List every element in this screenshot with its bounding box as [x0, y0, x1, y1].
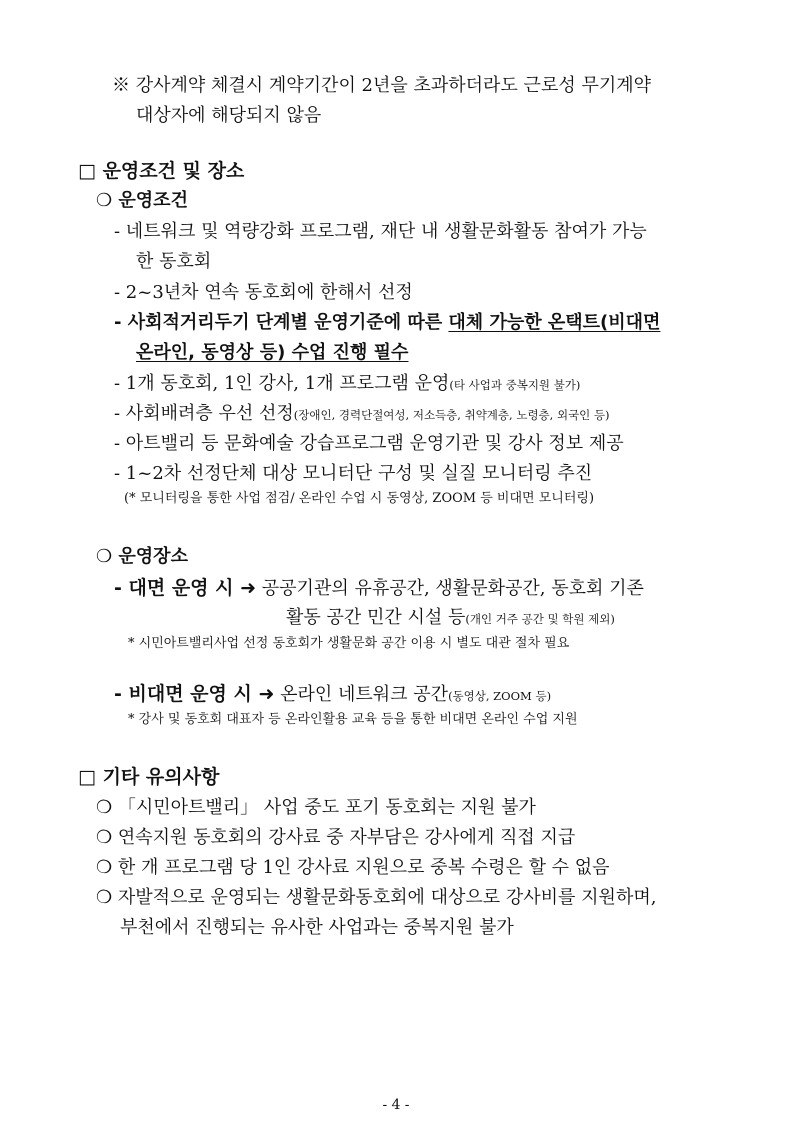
contract-note-text: 강사계약 체결시 계약기간이 2년을 초과하더라도 근로성 무기계약 [135, 75, 651, 96]
condition-item-7: - 1~2차 선정단체 대상 모니터단 구성 및 실질 모니터링 추진 [114, 463, 593, 484]
contract-note-line2: 대상자에 해당되지 않음 [136, 105, 322, 126]
subheading-conditions: ❍ 운영조건 [96, 190, 188, 211]
venue-offline-note: * 시민아트밸리사업 선정 동호회가 생활문화 공간 이용 시 별도 대관 절차 필요 [128, 636, 570, 651]
venue-offline-text-2: 활동 공간 민간 시설 등 [286, 607, 466, 628]
venue-online-small: (동영상, ZOOM 등) [448, 689, 552, 703]
venue-offline-line2 [286, 606, 615, 631]
condition-item-5 [114, 402, 610, 427]
venue-online-text: 온라인 네트워크 공간 [280, 684, 449, 705]
condition-item-4-text: - 1개 동호회, 1인 강사, 1개 프로그램 운영 [114, 373, 450, 394]
other-item-3: ❍ 한 개 프로그램 당 1인 강사료 지원으로 중복 수령은 할 수 없음 [96, 857, 610, 878]
condition-item-7-note: (* 모니터링을 통한 사업 점검/ 온라인 수업 시 동영상, ZOOM 등 비대면 모니터링) [124, 491, 595, 506]
other-item-4-line2: 부천에서 진행되는 유사한 사업과는 중복지원 불가 [120, 917, 514, 938]
venue-offline-line1 [114, 576, 644, 601]
condition-item-1-line2: 한 동호회 [136, 251, 212, 272]
other-item-1: ❍ 「시민아트밸리」 사업 중도 포기 동호회는 지원 불가 [96, 797, 536, 818]
section-heading-other: □ 기타 유의사항 [78, 766, 220, 788]
condition-item-3-underlined: 대체 가능한 온택트(비대면 [448, 312, 661, 333]
venue-offline-small: (개인 거주 공간 및 학원 제외) [465, 612, 615, 626]
condition-item-2: - 2~3년차 연속 동호회에 한해서 선정 [114, 282, 413, 303]
condition-item-3-prefix: - 사회적거리두기 단계별 운영기준에 따른 [114, 312, 449, 333]
condition-item-4 [114, 372, 580, 397]
condition-item-5-text: - 사회배려층 우선 선정 [114, 403, 294, 424]
subheading-venue: ❍ 운영장소 [96, 546, 188, 567]
condition-item-6: - 아트밸리 등 문화예술 강습프로그램 운영기관 및 강사 정보 제공 [114, 433, 624, 454]
condition-item-1-line1: - 네트워크 및 역량강화 프로그램, 재단 내 생활문화활동 참여가 가능 [114, 221, 647, 242]
condition-item-4-small: (타 사업과 중복지원 불가) [449, 378, 581, 392]
venue-offline-label: - 대면 운영 시 ➜ [114, 577, 257, 599]
page-number: - 4 - [382, 1097, 410, 1113]
condition-item-5-small: (장애인, 경력단절여성, 저소득층, 취약계층, 노령층, 외국인 등) [293, 408, 610, 422]
section-heading-operation: □ 운영조건 및 장소 [78, 160, 245, 182]
other-item-2: ❍ 연속지원 동호회의 강사료 중 자부담은 강사에게 직접 지급 [96, 827, 576, 848]
condition-item-3-line2: 온라인, 동영상 등) 수업 진행 필수 [136, 342, 409, 363]
venue-offline-text: 공공기관의 유휴공간, 생활문화공간, 동호회 기존 [261, 578, 644, 599]
venue-online-line [114, 682, 551, 708]
venue-online-note: * 강사 및 동호회 대표자 등 온라인활용 교육 등을 통한 비대면 온라인 수업 지원 [128, 712, 578, 727]
reference-mark: ※ [112, 75, 130, 96]
other-item-4-line1: ❍ 자발적으로 운영되는 생활문화동호회에 대상으로 강사비를 지원하며, [96, 887, 657, 908]
condition-item-3-line1 [114, 311, 660, 335]
contract-note-line1 [112, 74, 651, 98]
venue-online-label: - 비대면 운영 시 ➜ [114, 683, 275, 705]
